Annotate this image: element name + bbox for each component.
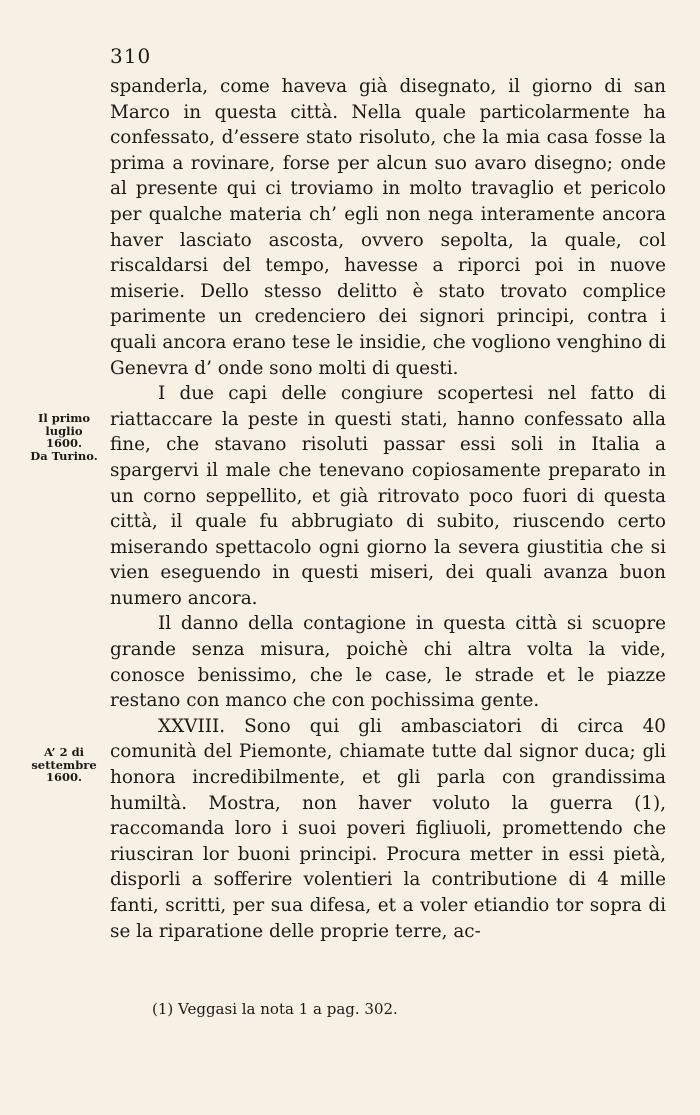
margin-note-line: Il primo (37, 411, 91, 425)
margin-note-date (22, 746, 106, 784)
margin-note-line: luglio (45, 423, 83, 438)
margin-note-line: A’ 2 di (44, 745, 84, 759)
paragraph: spanderla, come haveva già disegnato, il giorno di san Marco in questa città. Nella quale particolarmente ha confessato, d’essere stato risoluto, che la mia casa fosse la prima a rovinare, forse per alcun suo avaro disegno; onde al presente qui ci troviamo in molto travaglio et pericolo per qualche materia ch’ egli non nega interamente ancora haver lasciato ascosta, ovvero sepolta, la quale, col riscaldarsi del tempo, havesse a riporci poi in nuove miserie. Dello stesso delitto è stato trovato complice parimente un credenciero dei signori principi, contra i quali ancora erano tese le insidie, che vogliono venghino di Genevra d’ onde sono molti di questi. (110, 76, 666, 379)
paragraph: XXVIII. Sono qui gli ambasciatori di circa 40 comunità del Piemonte, chiamate tutte dal signor duca; gli honora incredibilmente, et gli parla con grandissima humiltà. Mostra, non haver voluto la guerra (1), raccomanda loro i suoi poveri figliuoli, promettendo che riusciran lor buoni principi. Procura metter in essi pietà, disporli a sofferire volentieri la contributione di 4 mille fanti, scritti, per sua difesa, et a voler etiandio tor sopra di se la riparatione delle proprie terre, ac- (110, 715, 666, 942)
main-text (110, 74, 666, 944)
margin-note-line: Da Turino. (30, 448, 98, 463)
margin-note-line: 1600. (45, 770, 82, 784)
paragraph: Il danno della contagione in questa città si scuopre grande senza misura, poichè chi altra volta la vide, conosce benissimo, che le case, le strade et le piazze restano con manco che con pochissima gente. (110, 613, 666, 712)
margin-note-date (22, 412, 106, 462)
page-number: 310 (110, 44, 152, 68)
margin-note-line: settembre (31, 757, 97, 772)
paragraph: I due capi delle congiure scopertesi nel fatto di riattaccare la peste in questi stati, hanno confessato alla fine, che stavano risoluti passar essi soli in Italia a spargervi il male che tenevano copiosamente preparato in un corno seppellito, et già ritrovato poco fuori di questa città, il quale fu abbrugiato di subito, riuscendo certo miserando spettacolo ogni giorno la severa giustitia che si vien eseguendo in questi miseri, dei quali avanza buon numero ancora. (110, 383, 666, 609)
footnote: (1) Veggasi la nota 1 a pag. 302. (152, 1000, 398, 1018)
margin-note-line: 1600. (45, 436, 82, 450)
